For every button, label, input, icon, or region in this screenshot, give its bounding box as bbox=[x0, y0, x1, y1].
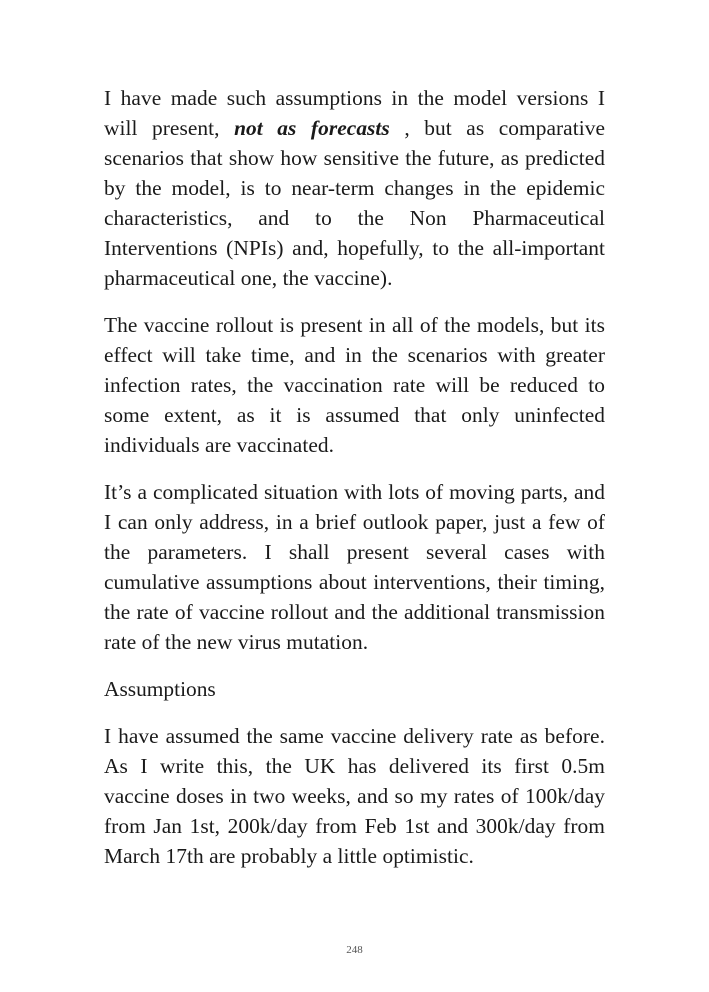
paragraph-vaccine-delivery-rate: I have assumed the same vaccine delivery rate as before. As I write this, the UK has delivered its first 0.5m vaccine doses in two weeks, and so my rates of 100k/day from Jan 1st, 200k/day from Feb 1st and 300k/day from March 17th are probably a little optimistic. bbox=[104, 724, 605, 868]
paragraph-vaccine-rollout: The vaccine rollout is present in all of the models, but its effect will take time, and in the scenarios with greater infection rates, the vaccination rate will be reduced to some extent, as it is assumed that only uninfected individuals are vaccinated. bbox=[104, 313, 605, 457]
emphasis-not-as-forecasts: not as forecasts bbox=[234, 116, 390, 140]
paragraph-text-before: I have made such assumptions in the model versions I will present, bbox=[104, 86, 605, 140]
paragraph-text-after: , but as comparative scenarios that show how sensitive the future, as predicted by the model, is to near-term changes in the epidemic characteristics, and to the Non Pharmaceutical Interventions (NPIs) and, hopefully, to the all-important pharmaceutical one, the vaccine). bbox=[104, 116, 606, 290]
page-body bbox=[104, 83, 605, 888]
paragraph-complicated-situation: It’s a complicated situation with lots of moving parts, and I can only address, in a brief outlook paper, just a few of the parameters. I shall present several cases with cumulative assumptions about interventions, their timing, the rate of vaccine rollout and the additional transmission rate of the new virus mutation. bbox=[104, 480, 605, 654]
page-number: 248 bbox=[346, 944, 363, 956]
section-heading-assumptions: Assumptions bbox=[104, 677, 216, 701]
paragraph-forecast-disclaimer bbox=[104, 83, 605, 293]
